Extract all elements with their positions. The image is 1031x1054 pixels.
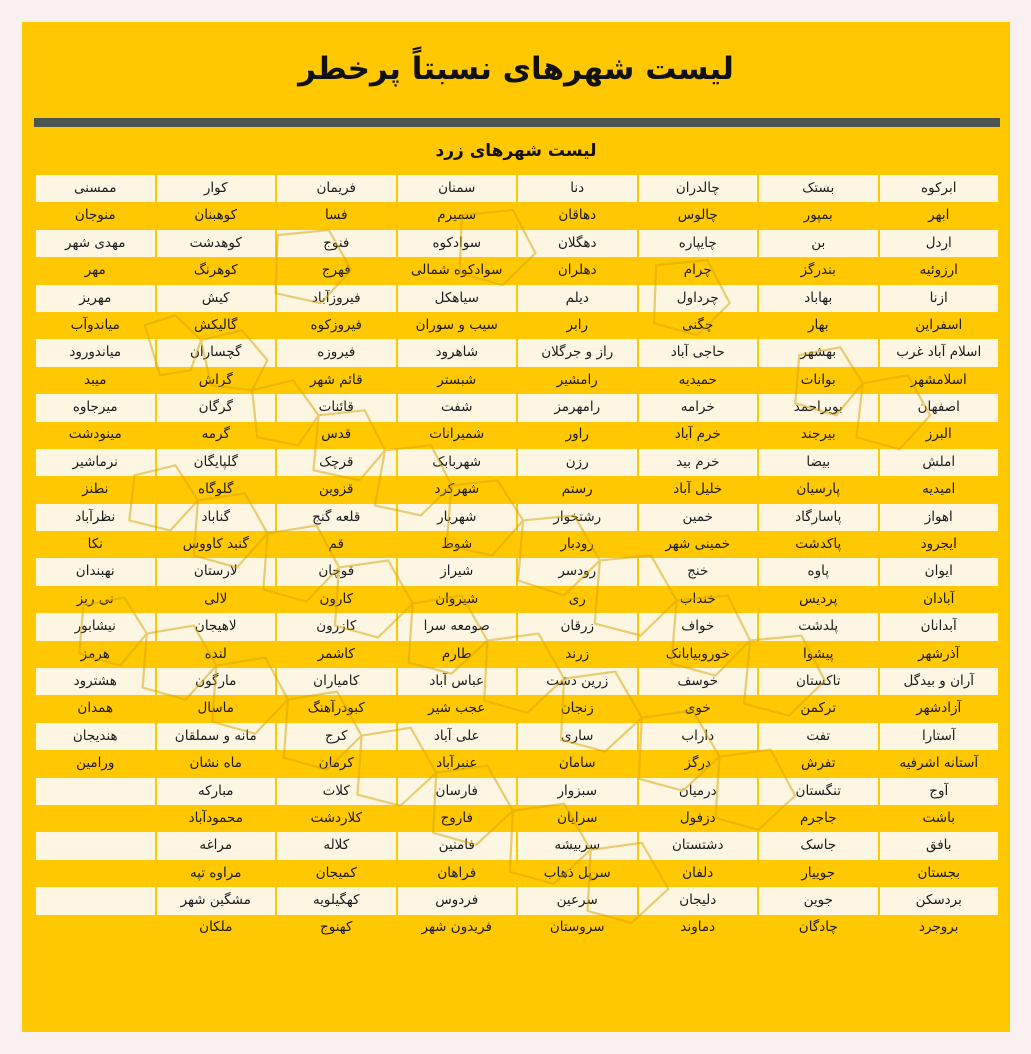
city-cell: شوط xyxy=(397,531,518,558)
city-cell: زرقان xyxy=(517,613,638,640)
city-cell: منوجان xyxy=(35,202,156,229)
city-cell: چرام xyxy=(638,257,759,284)
city-cell: نرماشیر xyxy=(35,449,156,476)
city-cell: ماه نشان xyxy=(156,750,277,777)
city-cell: عباس آباد xyxy=(397,668,518,695)
city-cell: هندیجان xyxy=(35,723,156,750)
city-cell: پارسیان xyxy=(758,476,879,503)
city-cell: بهشهر xyxy=(758,339,879,366)
city-cell: گرمه xyxy=(156,422,277,449)
city-cell: خرم بید xyxy=(638,449,759,476)
city-cell: بجستان xyxy=(879,860,1000,887)
city-cell: فریمان xyxy=(276,175,397,202)
city-cell: ایجرود xyxy=(879,531,1000,558)
city-cell-empty xyxy=(35,832,156,859)
city-cell: تنگستان xyxy=(758,778,879,805)
city-cell: کرمان xyxy=(276,750,397,777)
city-cell: خوی xyxy=(638,695,759,722)
table-row xyxy=(35,668,999,695)
city-cell: آذرشهر xyxy=(879,641,1000,668)
city-cell: قم xyxy=(276,531,397,558)
city-cell: لارستان xyxy=(156,558,277,585)
city-cell: چالوس xyxy=(638,202,759,229)
table-row xyxy=(35,285,999,312)
city-cell: کلاردشت xyxy=(276,805,397,832)
city-cell: چرداول xyxy=(638,285,759,312)
city-cell: سمیرم xyxy=(397,202,518,229)
table-row xyxy=(35,175,999,202)
city-cell: دهگلان xyxy=(517,230,638,257)
city-cell: گناباد xyxy=(156,504,277,531)
city-cell: خنج xyxy=(638,558,759,585)
city-cell: طارم xyxy=(397,641,518,668)
city-cell: بهاباد xyxy=(758,285,879,312)
city-cell: سیاهکل xyxy=(397,285,518,312)
table-row xyxy=(35,230,999,257)
city-cell: سروستان xyxy=(517,915,638,942)
city-cell: کیش xyxy=(156,285,277,312)
city-cell: بمپور xyxy=(758,202,879,229)
city-cell: فامنین xyxy=(397,832,518,859)
city-cell: خنداب xyxy=(638,586,759,613)
header-band xyxy=(22,22,1010,118)
city-cell: دیلم xyxy=(517,285,638,312)
city-cell: پردیس xyxy=(758,586,879,613)
city-cell: سرعین xyxy=(517,887,638,914)
table-wrap xyxy=(22,175,1010,956)
city-cell: جوین xyxy=(758,887,879,914)
city-cell: آزادشهر xyxy=(879,695,1000,722)
city-cell: ارزوئیه xyxy=(879,257,1000,284)
city-cell: اسلام آباد غرب xyxy=(879,339,1000,366)
city-cell: باشت xyxy=(879,805,1000,832)
city-cell: مراوه تپه xyxy=(156,860,277,887)
city-cell: داراب xyxy=(638,723,759,750)
city-cell: ورامین xyxy=(35,750,156,777)
city-cell: چادگان xyxy=(758,915,879,942)
city-cell: بندرگز xyxy=(758,257,879,284)
city-cell: مشگین شهر xyxy=(156,887,277,914)
city-cell: مهدی شهر xyxy=(35,230,156,257)
city-cell: پاسارگاد xyxy=(758,504,879,531)
city-cell: کبودرآهنگ xyxy=(276,695,397,722)
city-cell: کهگیلویه xyxy=(276,887,397,914)
city-cell: خرم آباد xyxy=(638,422,759,449)
table-row xyxy=(35,504,999,531)
city-cell: گلوگاه xyxy=(156,476,277,503)
city-cell: کلات xyxy=(276,778,397,805)
city-cell: اسفراین xyxy=(879,312,1000,339)
city-cell: لالی xyxy=(156,586,277,613)
city-cell: کازرون xyxy=(276,613,397,640)
city-cell: اصفهان xyxy=(879,394,1000,421)
city-cell: هرمز xyxy=(35,641,156,668)
city-cell: اسلامشهر xyxy=(879,367,1000,394)
city-cell-empty xyxy=(35,778,156,805)
city-cell: فهرج xyxy=(276,257,397,284)
city-cell: پاوه xyxy=(758,558,879,585)
city-cell: شاهرود xyxy=(397,339,518,366)
city-cell: جوییار xyxy=(758,860,879,887)
table-row xyxy=(35,860,999,887)
table-row xyxy=(35,558,999,585)
city-cell: دماوند xyxy=(638,915,759,942)
city-cell: فسا xyxy=(276,202,397,229)
city-cell: کوهدشت xyxy=(156,230,277,257)
table-row xyxy=(35,778,999,805)
city-cell: امیدیه xyxy=(879,476,1000,503)
city-cell: میبد xyxy=(35,367,156,394)
city-cell: ایوان xyxy=(879,558,1000,585)
city-cell: گچساران xyxy=(156,339,277,366)
city-cell: مهر xyxy=(35,257,156,284)
city-cell: کهنوج xyxy=(276,915,397,942)
city-cell: میاندورود xyxy=(35,339,156,366)
city-cell: اهواز xyxy=(879,504,1000,531)
header-divider xyxy=(34,118,1000,127)
city-cell-empty xyxy=(35,887,156,914)
city-cell: آستانه اشرفیه xyxy=(879,750,1000,777)
city-cell: کمیجان xyxy=(276,860,397,887)
table-row xyxy=(35,202,999,229)
city-cell: تفت xyxy=(758,723,879,750)
city-cell: مراغه xyxy=(156,832,277,859)
city-cell: دزفول xyxy=(638,805,759,832)
city-cell: درمیان xyxy=(638,778,759,805)
city-cell: بافق xyxy=(879,832,1000,859)
city-cell: رشتخوار xyxy=(517,504,638,531)
city-cell: آران و بیدگل xyxy=(879,668,1000,695)
city-cell: پلدشت xyxy=(758,613,879,640)
city-cell: بهار xyxy=(758,312,879,339)
city-cell: درگز xyxy=(638,750,759,777)
city-cell: سرپل ذهاب xyxy=(517,860,638,887)
city-cell: رابر xyxy=(517,312,638,339)
table-row xyxy=(35,915,999,942)
city-cell: کارون xyxy=(276,586,397,613)
city-cell: البرز xyxy=(879,422,1000,449)
city-cell: املش xyxy=(879,449,1000,476)
city-cell: ابرکوه xyxy=(879,175,1000,202)
city-cell: صومعه سرا xyxy=(397,613,518,640)
city-cell: سربیشه xyxy=(517,832,638,859)
city-cell: رودبار xyxy=(517,531,638,558)
city-cell: بردسکن xyxy=(879,887,1000,914)
city-cell: محمودآباد xyxy=(156,805,277,832)
city-cell: قائنات xyxy=(276,394,397,421)
city-cell: ازنا xyxy=(879,285,1000,312)
city-cell: گلپایگان xyxy=(156,449,277,476)
city-cell: میاندوآب xyxy=(35,312,156,339)
city-cell: میرجاوه xyxy=(35,394,156,421)
city-cell: فیروزکوه xyxy=(276,312,397,339)
city-cell-empty xyxy=(35,915,156,942)
city-cell: بستک xyxy=(758,175,879,202)
city-cell: خمینی شهر xyxy=(638,531,759,558)
city-cell: مینودشت xyxy=(35,422,156,449)
city-cell: علی آباد xyxy=(397,723,518,750)
table-row xyxy=(35,367,999,394)
city-cell: عنبرآباد xyxy=(397,750,518,777)
city-cell: قزوین xyxy=(276,476,397,503)
city-cell: تفرش xyxy=(758,750,879,777)
city-cell: تاکستان xyxy=(758,668,879,695)
city-cell: دنا xyxy=(517,175,638,202)
city-cell: آوج xyxy=(879,778,1000,805)
table-row xyxy=(35,312,999,339)
city-cell: فاروج xyxy=(397,805,518,832)
city-cell: سبزوار xyxy=(517,778,638,805)
footer-spacer xyxy=(34,942,1000,956)
table-row xyxy=(35,641,999,668)
section-title: لیست شهرهای زرد xyxy=(435,141,597,161)
city-cell: هشترود xyxy=(35,668,156,695)
table-row xyxy=(35,586,999,613)
city-cell: ری xyxy=(517,586,638,613)
city-cell: زرین دشت xyxy=(517,668,638,695)
table-row xyxy=(35,805,999,832)
table-row xyxy=(35,394,999,421)
city-cell: کلاله xyxy=(276,832,397,859)
city-cell: خوسف xyxy=(638,668,759,695)
table-row xyxy=(35,723,999,750)
city-cell: دهلران xyxy=(517,257,638,284)
city-cell: قوچان xyxy=(276,558,397,585)
city-cell: شیراز xyxy=(397,558,518,585)
city-cell: فیروزآباد xyxy=(276,285,397,312)
city-cell: فنوج xyxy=(276,230,397,257)
city-cell: حاجی آباد xyxy=(638,339,759,366)
table-row xyxy=(35,257,999,284)
city-cell: پیشوا xyxy=(758,641,879,668)
city-cell: خواف xyxy=(638,613,759,640)
city-cell: ممسنی xyxy=(35,175,156,202)
city-cell: سامان xyxy=(517,750,638,777)
table-row xyxy=(35,422,999,449)
table-row xyxy=(35,613,999,640)
city-cell: شهربابک xyxy=(397,449,518,476)
city-cell: ساری xyxy=(517,723,638,750)
city-cell: ماسال xyxy=(156,695,277,722)
city-cell: فردوس xyxy=(397,887,518,914)
city-cell: دلفان xyxy=(638,860,759,887)
city-cell: بروجرد xyxy=(879,915,1000,942)
city-cell: آبدانان xyxy=(879,613,1000,640)
divider-wrap xyxy=(22,118,1010,127)
city-cell: ملکان xyxy=(156,915,277,942)
city-cell: آستارا xyxy=(879,723,1000,750)
city-cell: نطنز xyxy=(35,476,156,503)
city-cell: شفت xyxy=(397,394,518,421)
city-cell: نیشابور xyxy=(35,613,156,640)
city-cell: بوانات xyxy=(758,367,879,394)
city-cell: کاشمر xyxy=(276,641,397,668)
city-cell-empty xyxy=(35,860,156,887)
city-cell: خوروبیابانک xyxy=(638,641,759,668)
city-cell: خمین xyxy=(638,504,759,531)
page-title: لیست شهرهای نسبتاً پرخطر xyxy=(298,51,734,88)
city-cell: عجب شیر xyxy=(397,695,518,722)
city-cell: اردل xyxy=(879,230,1000,257)
city-cell: مارگون xyxy=(156,668,277,695)
table-row xyxy=(35,695,999,722)
city-cell: خرامه xyxy=(638,394,759,421)
city-cell: رامشیر xyxy=(517,367,638,394)
table-row xyxy=(35,476,999,503)
city-cell: کرج xyxy=(276,723,397,750)
city-cell: جاسک xyxy=(758,832,879,859)
city-cell: قرچک xyxy=(276,449,397,476)
city-cell: جاجرم xyxy=(758,805,879,832)
city-cell: فراهان xyxy=(397,860,518,887)
city-cell: رزن xyxy=(517,449,638,476)
city-cell: نکا xyxy=(35,531,156,558)
city-cell: راور xyxy=(517,422,638,449)
subheader-band xyxy=(22,127,1010,175)
table-row xyxy=(35,832,999,859)
city-cell: سوادکوه شمالی xyxy=(397,257,518,284)
city-cell: لنده xyxy=(156,641,277,668)
city-cell: دلیجان xyxy=(638,887,759,914)
city-cell: گنبد کاووس xyxy=(156,531,277,558)
city-cell: مانه و سملقان xyxy=(156,723,277,750)
city-cell: کامیاران xyxy=(276,668,397,695)
city-cell: قائم شهر xyxy=(276,367,397,394)
city-cell: سیب و سوران xyxy=(397,312,518,339)
city-cell: لاهیجان xyxy=(156,613,277,640)
city-cell: ترکمن xyxy=(758,695,879,722)
city-cell: نظرآباد xyxy=(35,504,156,531)
city-cell: زنجان xyxy=(517,695,638,722)
city-cell: دشتستان xyxy=(638,832,759,859)
city-cell: گالیکش xyxy=(156,312,277,339)
city-cell: کوهبنان xyxy=(156,202,277,229)
city-table-body xyxy=(35,175,999,942)
table-row xyxy=(35,449,999,476)
city-cell: ابهر xyxy=(879,202,1000,229)
city-cell: زرند xyxy=(517,641,638,668)
city-cell: فارسان xyxy=(397,778,518,805)
table-row xyxy=(35,339,999,366)
city-cell: پاکدشت xyxy=(758,531,879,558)
city-cell: قدس xyxy=(276,422,397,449)
city-cell: نی ریز xyxy=(35,586,156,613)
city-cell: بیضا xyxy=(758,449,879,476)
city-cell: رامهرمز xyxy=(517,394,638,421)
city-cell: دهاقان xyxy=(517,202,638,229)
city-cell: کوهرنگ xyxy=(156,257,277,284)
city-cell: شیروان xyxy=(397,586,518,613)
city-cell: چایپاره xyxy=(638,230,759,257)
city-cell: راز و جرگلان xyxy=(517,339,638,366)
city-cell: شبستر xyxy=(397,367,518,394)
city-cell-empty xyxy=(35,805,156,832)
city-cell: فیروزه xyxy=(276,339,397,366)
city-cell: چگنی xyxy=(638,312,759,339)
city-cell: گراش xyxy=(156,367,277,394)
city-cell: مهریز xyxy=(35,285,156,312)
city-cell: کوار xyxy=(156,175,277,202)
city-cell: آبادان xyxy=(879,586,1000,613)
city-cell: بیرجند xyxy=(758,422,879,449)
table-row xyxy=(35,531,999,558)
table-row xyxy=(35,887,999,914)
city-cell: شهرکرد xyxy=(397,476,518,503)
city-cell: فریدون شهر xyxy=(397,915,518,942)
city-cell: بویراحمد xyxy=(758,394,879,421)
city-cell: سرایان xyxy=(517,805,638,832)
city-table xyxy=(34,175,1000,942)
city-cell: رستم xyxy=(517,476,638,503)
city-cell: گرگان xyxy=(156,394,277,421)
city-cell: قلعه گنج xyxy=(276,504,397,531)
city-cell: حمیدیه xyxy=(638,367,759,394)
city-cell: سوادکوه xyxy=(397,230,518,257)
yellow-card xyxy=(22,22,1010,1032)
table-row xyxy=(35,750,999,777)
city-cell: خلیل آباد xyxy=(638,476,759,503)
city-cell: شمیرانات xyxy=(397,422,518,449)
city-cell: همدان xyxy=(35,695,156,722)
city-cell: مبارکه xyxy=(156,778,277,805)
city-cell: سمنان xyxy=(397,175,518,202)
city-cell: رودسر xyxy=(517,558,638,585)
city-cell: چالدران xyxy=(638,175,759,202)
city-cell: شهریار xyxy=(397,504,518,531)
city-cell: نهبندان xyxy=(35,558,156,585)
city-cell: بن xyxy=(758,230,879,257)
